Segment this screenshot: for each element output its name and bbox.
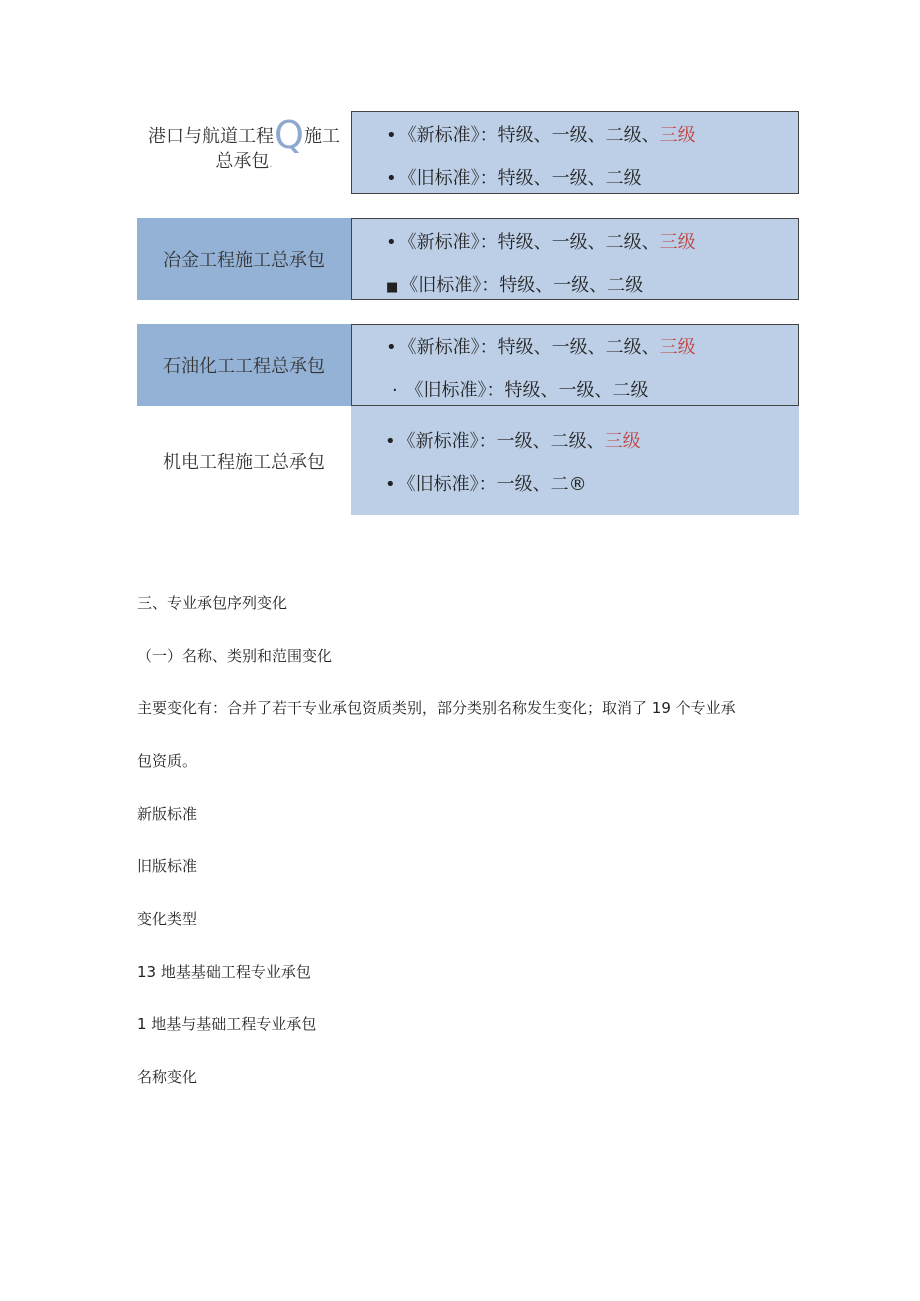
line-text: 《新标准》：特级、一级、二级、: [398, 125, 660, 146]
row-label-text: 石油化工工程总承包: [163, 356, 325, 377]
line-highlight: 三级: [604, 431, 641, 452]
old-standard-line: [386, 164, 642, 190]
row-label-port-text-c: 总承包: [215, 151, 270, 172]
table-cell-old-1: 1 地基与基础工程专业承包: [137, 1015, 317, 1033]
table-header-new: 新版标准: [137, 805, 198, 823]
bullet-icon: •: [385, 431, 396, 452]
row-label-text: 冶金工程施工总承包: [163, 250, 325, 271]
row-label-electromechanical: [137, 408, 351, 514]
bullet-icon: •: [386, 232, 397, 253]
row-label-text: 机电工程施工总承包: [163, 452, 325, 473]
new-standard-line: [386, 333, 696, 359]
bullet-icon: •: [385, 474, 396, 495]
subsection-heading: （一）名称、类别和范围变化: [137, 647, 333, 665]
new-standard-line: [386, 228, 696, 254]
row-info-electromechanical: [351, 406, 799, 515]
line-text: 《旧标准》：特级、一级、二级: [399, 380, 649, 401]
line-text: 《新标准》：一级、二级、: [397, 431, 605, 452]
new-standard-line: [386, 121, 696, 147]
row-info-petrochemical: [351, 324, 799, 406]
q-glyph-icon: Q: [274, 113, 304, 157]
row-label-metallurgy: [137, 218, 351, 300]
row-label-port-text-a: 港口与航道工程: [148, 126, 275, 147]
dot-bullet-icon: ·: [392, 380, 398, 401]
row-info-port: [351, 111, 799, 194]
table-header-change-type: 变化类型: [137, 910, 198, 928]
table-header-old: 旧版标准: [137, 857, 198, 875]
old-standard-line: [386, 271, 643, 297]
old-standard-line: [392, 376, 648, 402]
row-label-petrochemical: [137, 324, 351, 406]
section-heading: 三、专业承包序列变化: [137, 594, 288, 612]
line-highlight: 三级: [659, 337, 696, 358]
line-text: 《新标准》：特级、一级、二级、: [398, 337, 660, 358]
table-cell-new-13: 13 地基基础工程专业承包: [137, 963, 311, 981]
row-info-metallurgy: [351, 218, 799, 300]
line-highlight: 三级: [659, 125, 696, 146]
body-paragraph-line-1: 主要变化有：合并了若干专业承包资质类别，部分类别名称发生变化；取消了 19 个专业承: [137, 699, 736, 717]
row-label-port: [137, 113, 351, 177]
bullet-icon: •: [386, 337, 397, 358]
square-bullet-icon: ■: [386, 280, 399, 295]
row-label-port-text-b: 施工: [303, 126, 340, 147]
old-standard-line: [385, 470, 587, 496]
line-text: 《旧标准》：特级、一级、二级: [400, 275, 644, 296]
new-standard-line: [385, 427, 641, 453]
bullet-icon: •: [386, 125, 397, 146]
table-cell-change: 名称变化: [137, 1068, 198, 1086]
row-label-port-dot: .: [269, 159, 273, 170]
body-paragraph-line-2: 包资质。: [137, 752, 198, 770]
line-text: 《旧标准》：一级、二®: [397, 474, 587, 495]
line-highlight: 三级: [659, 232, 696, 253]
line-text: 《新标准》：特级、一级、二级、: [398, 232, 660, 253]
line-text: 《旧标准》：特级、一级、二级: [398, 168, 642, 189]
bullet-icon: •: [386, 168, 397, 189]
